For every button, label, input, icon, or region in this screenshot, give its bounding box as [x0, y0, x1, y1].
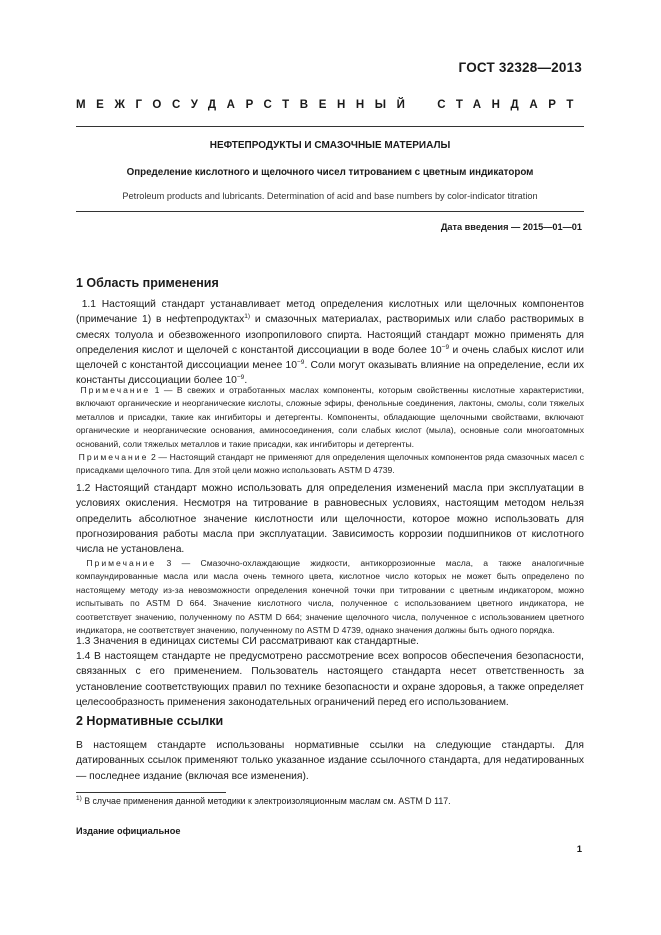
footnote-ref: 1)	[244, 313, 251, 321]
standard-banner	[76, 99, 584, 111]
banner-left: МЕЖГОСУДАРСТВЕННЫЙ	[76, 99, 416, 111]
note-3: Примечание 3 — Смазочно-охлаждающие жидкости, антикоррозионные масла, а также аналогичные компаундированные масла или масла очень темного цвета, кислотное число которых не может быть определено по настоящему методу из-за невозможности определения конечной точки при титровании с цветным индикатором, можно испытывать по ASTM D 664. Значение кислотного числа, полученное с использованием цветного индикатора, не соответствует значению, полученному по ASTM D 664; значение щелочного числа, полученное с использованием цветного индикатора, не соответствует значению, полученному по ASTM D 4739, однако значения должны быть одного порядка.	[76, 558, 585, 636]
paragraph-1-2: 1.2 Настоящий стандарт можно использовать для определения изменений масла при эксплуатации в условиях окисления. Несмотря на титрование в равновесных условиях, настоящим методом нельзя определить абсолютное значение кислотности или щелочности, которое можно использовать для прогнозирования работы масла при эксплуатации. Зависимость коррозии подшипников от кислотного числа не установлена.	[76, 483, 584, 556]
paragraph-1-3: 1.3 Значения в единицах системы СИ рассматривают как стандартные.	[76, 636, 419, 647]
document-title: НЕФТЕПРОДУКТЫ И СМАЗОЧНЫЕ МАТЕРИАЛЫ	[209, 140, 451, 151]
document-subtitle: Определение кислотного и щелочного чисел титрованием с цветным индикатором	[126, 167, 534, 178]
footnote: $^{1)}$ В случае применения данной методики к электроизоляционным маслам см. ASTM D 117.	[76, 795, 451, 806]
paragraph-1-4: 1.4 В настоящем стандарте не предусмотрено рассмотрение всех вопросов обеспечения безопасности, связанных с его применением. Пользователь настоящего стандарта несет ответственность за установление соответствующих правил по технике безопасности и охране здоровья, а также определяет целесообразность применения законодательных ограничений перед его использованием.	[76, 651, 584, 708]
footnote-rule	[76, 792, 226, 793]
page-number: 1	[576, 844, 582, 855]
official-edition-label: Издание официальное	[76, 826, 181, 836]
paragraph-1-1: 1.1 Настоящий стандарт устанавливает метод определения кислотных или щелочных компонентов (примечание 1) в нефтепродуктах$^{1)}$ и смазочных материалах, растворимых или слабо растворимых в смесях толуола и обезвоженного изопропилового спирта. Настоящий стандарт можно применять для определения кислот и щелочей с константой диссоциации в воде более $10^{-9}$ и очень слабых кислот или щелочей с константой диссоциации менее $10^{-9}$. Соли могут оказывать влияние на определение, если их константы диссоциации более $10^{-9}$.	[76, 299, 585, 387]
paragraph-2: В настоящем стандарте использованы нормативные ссылки на следующие стандарты. Для датированных ссылок применяют только указанное издание ссылочного стандарта, для недатированных — последнее издание (включая все изменения).	[76, 740, 584, 782]
section1-heading: 1 Область применения	[76, 276, 219, 290]
footnote-marker: 1)	[76, 795, 82, 802]
introduction-date: Дата введения — 2015—01—01	[440, 222, 582, 232]
note-2: Примечание 2 — Настоящий стандарт не применяют для определения щелочных компонентов ряда смазочных масел с присадками щелочного типа. Для этой цели можно использовать ASTM D 4739.	[76, 452, 585, 476]
section2-heading: 2 Нормативные ссылки	[76, 714, 224, 728]
english-title: Petroleum products and lubricants. Determination of acid and base numbers by color-indicator titration	[122, 191, 538, 201]
banner-right: СТАНДАРТ	[437, 99, 584, 111]
gost-number: ГОСТ 32328—2013	[458, 60, 582, 75]
top-rule	[76, 126, 584, 127]
title-rule	[76, 211, 584, 212]
note-1: Примечание 1 — В свежих и отработанных маслах компоненты, которым свойственны кислотные характеристики, включают органические и неорганические кислоты, сложные эфиры, фенольные соединения, лактоны, смолы, соли тяжелых металлов и присадки, такие как ингибиторы и детергенты. Компоненты, обладающие щелочными свойствами, включают органические и неорганические основания, аминосоединения, соли слабых кислот (мыла), основные соли многоатомных оснований, соли тяжелых металлов и такие присадки, как ингибиторы и детергенты.	[76, 385, 584, 449]
